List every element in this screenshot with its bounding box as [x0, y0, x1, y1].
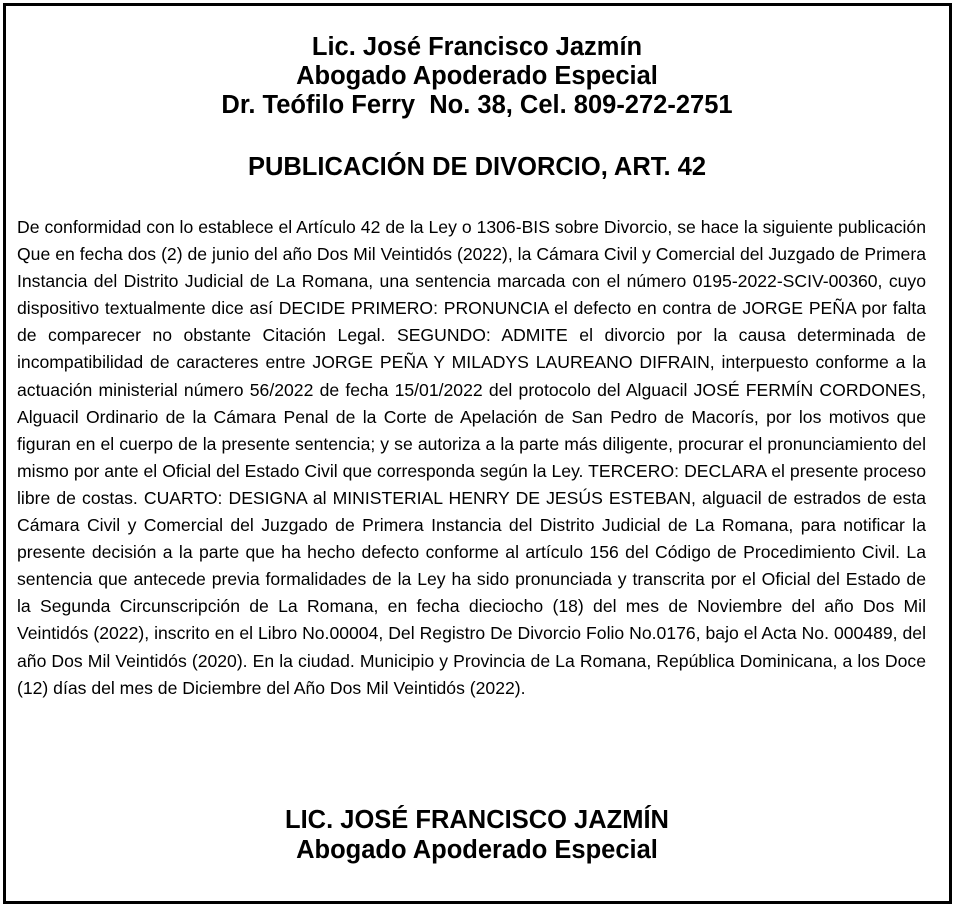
attorney-name: Lic. José Francisco Jazmín: [311, 33, 643, 61]
notice-title: PUBLICACIÓN DE DIVORCIO, ART. 42: [247, 153, 707, 181]
signature-name: LIC. JOSÉ FRANCISCO JAZMÍN: [285, 806, 669, 834]
attorney-header: [0, 33, 954, 120]
notice-body: De conformidad con lo establece el Artículo 42 de la Ley o 1306-BIS sobre Divorcio, se hace la siguiente publicación Que en fecha dos (2) de junio del año Dos Mil Veintidós (2022), la Cámara Civil y Comercial del Juzgado de Primera Instancia del Distrito Judicial de La Romana, una sentencia marcada con el número 0195-2022-SCIV-00360, cuyo dispositivo textualmente dice así DECIDE PRIMERO: PRONUNCIA el defecto en contra de JORGE PEÑA por falta de comparecer no obstante Citación Legal. SEGUNDO: ADMITE el divorcio por la causa determinada de incompatibilidad de caracteres entre JORGE PEÑA Y MILADYS LAUREANO DIFRAIN, interpuesto conforme a la actuación ministerial número 56/2022 de fecha 15/01/2022 del protocolo del Alguacil JOSÉ FERMÍN CORDONES, Alguacil Ordinario de la Cámara Penal de la Corte de Apelación de San Pedro de Macorís, por los motivos que figuran en el cuerpo de la presente sentencia; y se autoriza a la parte más diligente, procurar el pronunciamiento del mismo por ante el Oficial del Estado Civil que corresponda según la Ley. TERCERO: DECLARA el presente proceso libre de costas. CUARTO: DESIGNA al MINISTERIAL HENRY DE JESÚS ESTEBAN, alguacil de estrados de esta Cámara Civil y Comercial del Juzgado de Primera Instancia del Distrito Judicial de La Romana, para notificar la presente decisión a la parte que ha hecho defecto conforme al artículo 156 del Código de Procedimiento Civil. La sentencia que antecede previa formalidades de la Ley ha sido pronunciada y transcrita por el Oficial del Estado de la Segunda Circunscripción de La Romana, en fecha dieciocho (18) del mes de Noviembre del año Dos Mil Veintidós (2022), inscrito en el Libro No.00004, Del Registro De Divorcio Folio No.0176, bajo el Acta No. 000489, del año Dos Mil Veintidós (2020). En la ciudad. Municipio y Provincia de La Romana, República Dominicana, a los Doce (12) días del mes de Diciembre del Año Dos Mil Veintidós (2022).: [17, 217, 926, 698]
attorney-address: Dr. Teófilo Ferry No. 38, Cel. 809-272-2751: [221, 91, 733, 119]
signature-block: [0, 805, 954, 865]
attorney-role: Abogado Apoderado Especial: [296, 62, 658, 90]
signature-role: Abogado Apoderado Especial: [296, 836, 658, 864]
